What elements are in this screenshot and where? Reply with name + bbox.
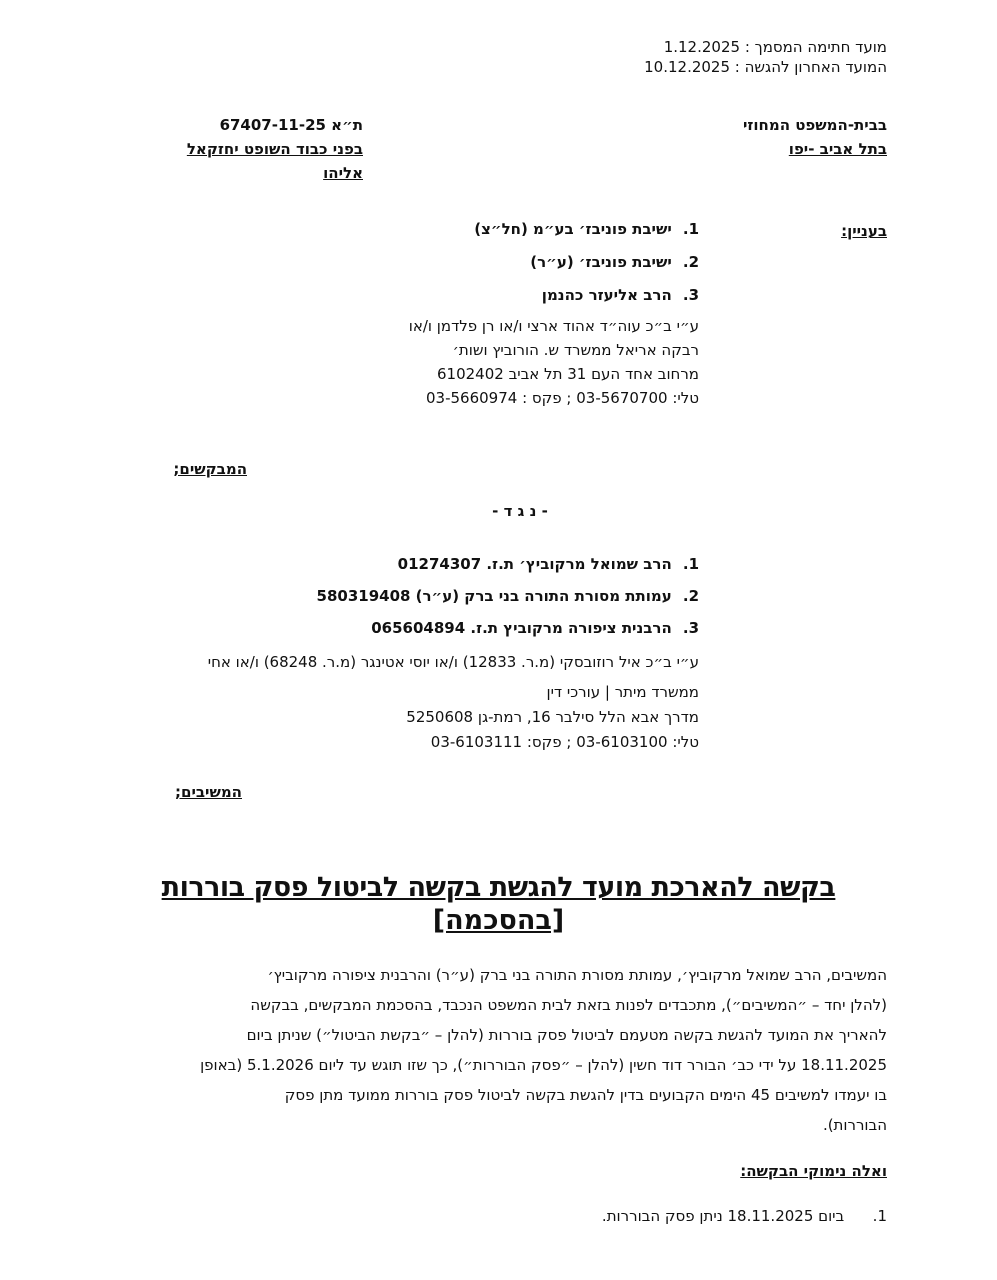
- versus-separator: - נ ג ד -: [492, 502, 548, 520]
- respondent-1-num: 1.: [682, 555, 699, 573]
- respondent-2: [279, 587, 699, 605]
- applicant-3: [279, 286, 699, 304]
- respondent-1-name: הרב שמואל מרקוביץ׳ ת.ז. 01274307: [397, 555, 672, 573]
- body-line: המשיבים, הרב שמואל מרקוביץ׳, עמותת מסורת התורה בני ברק (ע״ר) והרבנית ציפורה מרקוביץ׳: [267, 966, 887, 984]
- reason-item-1-num: 1.: [872, 1207, 887, 1225]
- judge-line-2: אליהו: [323, 164, 363, 182]
- body-line: הבוררות).: [822, 1116, 887, 1134]
- applicant-1-name: ישיבת פוניבז׳ בע״מ (חל״צ): [474, 220, 672, 238]
- applicants-counsel-line: רבקה אריאל ממשרד ש. הורוביץ ושות׳: [452, 341, 699, 359]
- applicant-2: [279, 253, 699, 271]
- court-name: בבית-המשפט המחוזי: [742, 116, 887, 134]
- applicant-2-name: ישיבת פוניבז׳ (ע״ר): [530, 253, 672, 271]
- in-the-matter-heading: בעניין:: [841, 222, 887, 240]
- document-title: בקשה להארכת מועד להגשת בקשה לביטול פסק בוררות: [161, 872, 836, 903]
- judge-line-1: בפני כבוד השופט יחזקאל: [186, 140, 363, 158]
- applicant-1: [279, 220, 699, 238]
- respondents-counsel-line: טלי: 03-6103100 ; פקס: 03-6103111: [430, 733, 699, 751]
- respondents-counsel-line: ע״י ב״כ איל רוזובסקי (מ.ר. 12833) ו/או יוסי אטינגר (מ.ר. 68248) ו/או אחי: [207, 653, 699, 671]
- respondent-1: [279, 555, 699, 573]
- body-line: 18.11.2025 על ידי כב׳ הבורר דוד חשין (להלן – ״פסק הבוררות״), כך שזו תוגש עד ליום 5.1.2026 (באופן: [200, 1056, 887, 1074]
- applicants-label: המבקשים;: [173, 460, 247, 478]
- body-line: להאריך את המועד להגשת בקשה מטעמם לביטול פסק בוררות (להלן – ״בקשת הביטול״) שניתן ביום: [246, 1026, 887, 1044]
- respondents-counsel: [99, 650, 699, 755]
- applicants-counsel-line: מרחוב אחד העם 31 תל אביב 6102402: [436, 365, 699, 383]
- respondents-label: המשיבים;: [175, 783, 242, 801]
- respondent-2-name: עמותת מסורת התורה בני ברק (ע״ר) 580319408: [316, 587, 672, 605]
- body-line: (להלן יחד – ״המשיבים״), מתכבדים לפנות בזאת לבית המשפט הנכבד, בהסכמת המבקשים, בבקשה: [250, 996, 887, 1014]
- respondent-2-num: 2.: [682, 587, 699, 605]
- court-city: בתל אביב -יפו: [788, 140, 887, 158]
- applicant-1-num: 1.: [682, 220, 699, 238]
- signing-date: מועד חתימה המסמך : 1.12.2025: [663, 38, 887, 56]
- body-line: בו יעמדו למשיבים 45 הימים הקבועים בדין להגשת בקשה לביטול פסק בוררות ממועד מתן פסק: [284, 1086, 887, 1104]
- respondent-3-num: 3.: [682, 619, 699, 637]
- applicants-counsel-line: טלי: 03-5670700 ; פקס : 03-5660974: [426, 389, 699, 407]
- applicant-3-num: 3.: [682, 286, 699, 304]
- document-subtitle: [בהסכמה]: [432, 905, 565, 936]
- reason-item-1-text: ביום 18.11.2025 ניתן פסק הבוררות.: [601, 1207, 845, 1225]
- applicants-counsel-line: ע״י ב״כ עוה״ד אהוד ארצי ו/או רן פלדמן ו/או: [408, 317, 699, 335]
- respondent-3: [279, 619, 699, 637]
- respondent-3-name: הרבנית ציפורה מרקוביץ ת.ז. 065604894: [371, 619, 672, 637]
- applicants-counsel: [279, 314, 699, 410]
- reason-item-1: [287, 1205, 887, 1227]
- body-paragraph: [130, 960, 887, 1140]
- applicant-3-name: הרב אליעזר כהנמן: [541, 286, 672, 304]
- respondents-counsel-line: מדרך אבא הלל סילבר 16, רמת-גן 5250608: [406, 708, 699, 726]
- submission-deadline: המועד האחרון להגשה : 10.12.2025: [644, 58, 887, 76]
- applicant-2-num: 2.: [682, 253, 699, 271]
- case-number: ת״א 67407-11-25: [219, 116, 363, 134]
- reasons-heading: ואלה נימוקי הבקשה:: [740, 1162, 887, 1180]
- respondents-counsel-line: ממשרד מיתר | עורכי דין: [546, 683, 699, 701]
